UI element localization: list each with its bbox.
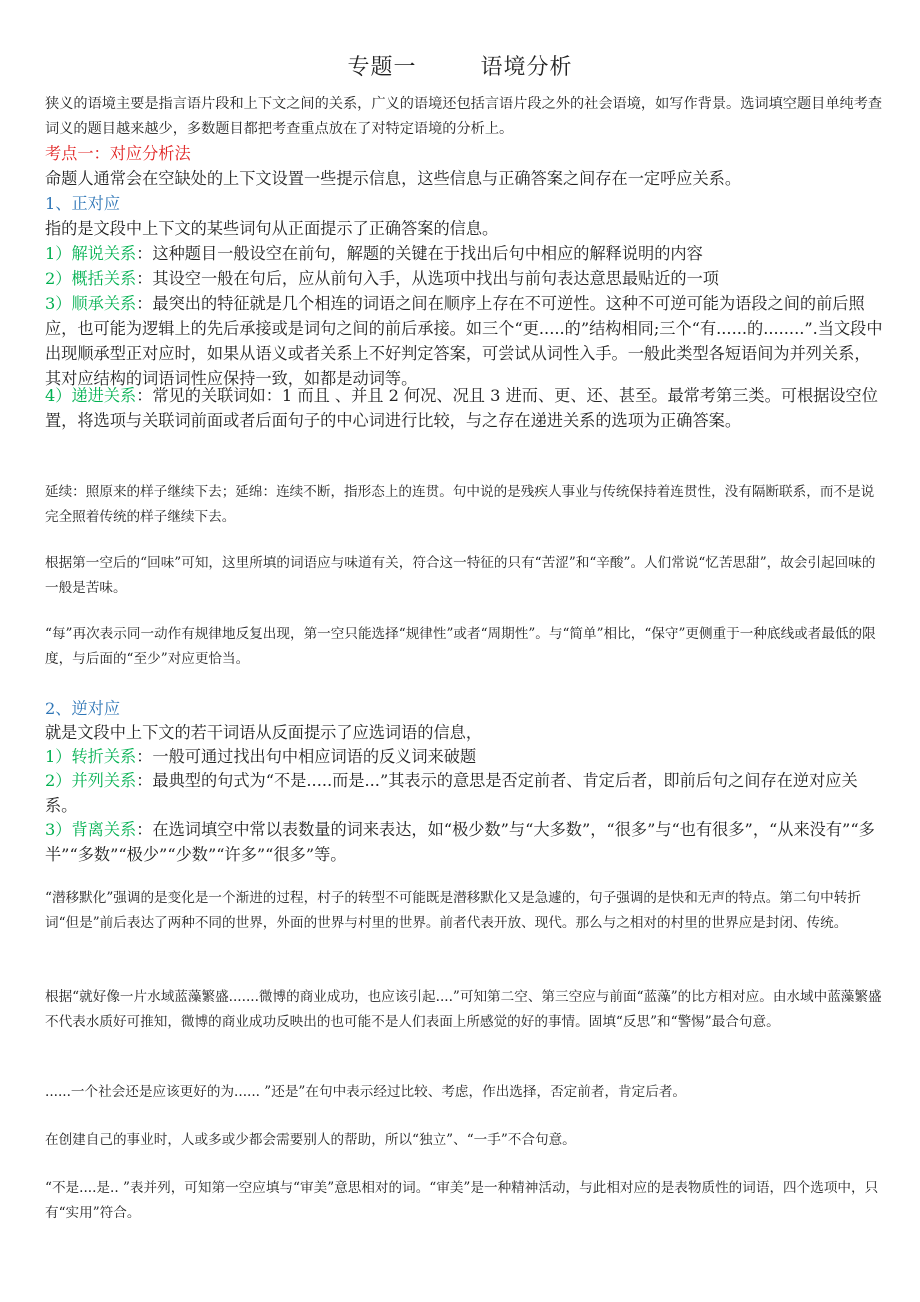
- item-label: 2）概括关系: [45, 269, 137, 288]
- item-text: ：常见的关联词如：1 而且 、并且 2 何况、况且 3 进而、更、还、甚至。最常考第三类。可根据设空位置，将选项与关联词前面或者后面句子的中心词进行比较，与之存在递进关系的选项为正确答案。: [45, 386, 878, 430]
- item-text: ：最典型的句式为“不是.....而是...”其表示的意思是否定前者、肯定后者，即前后句之间存在逆对应关系。: [45, 771, 858, 815]
- item-label: 3）背离关系: [45, 820, 137, 839]
- item-text: ：这种题目一般设空在前句，解题的关键在于找出后句中相应的解释说明的内容: [136, 244, 703, 263]
- item-label: 2）并列关系: [45, 771, 137, 790]
- doc-title: 专题一 语境分析: [347, 55, 573, 80]
- item-label: 1）转折关系: [45, 747, 137, 766]
- sec2-item: [45, 744, 885, 769]
- sec2-note: ......一个社会还是应该更好的为...... ”还是”在句中表示经过比较、考虑，作出选择，否定前者，肯定后者。: [45, 1084, 687, 1100]
- sec2-heading: 2、逆对应: [45, 699, 121, 718]
- kaodian1-desc: 命题人通常会在空缺处的上下文设置一些提示信息，这些信息与正确答案之间存在一定呼应关系。: [45, 169, 742, 188]
- sec2-desc: 就是文段中上下文的若干词语从反面提示了应选词语的信息，: [45, 723, 483, 742]
- sec1-heading: 1、正对应: [45, 194, 121, 213]
- item-label: 1）解说关系: [45, 244, 137, 263]
- item-text: ：其设空一般在句后，应从前句入手，从选项中找出与前句表达意思最贴近的一项: [136, 269, 719, 288]
- sec2-note: “潜移默化”强调的是变化是一个渐进的过程，村子的转型不可能既是潜移默化又是急遽的，句子强调的是快和无声的特点。第二句中转折词“但是”前后表达了两种不同的世界，外面的世界与村里的世界。前者代表开放、现代。那么与之相对的村里的世界应是封闭、传统。: [45, 890, 861, 931]
- sec1-item: [45, 291, 885, 391]
- sec2-note: 根据“就好像一片水域蓝藻繁盛.......微博的商业成功，也应该引起....”可知第二空、第三空应与前面“蓝藻”的比方相对应。由水域中蓝藻繁盛不代表水质好可推知，微博的商业成功反映出的也可能不是人们表面上所感觉的好的事情。固填“反思”和“警惕”最合句意。: [45, 989, 882, 1030]
- sec1-item: [45, 266, 885, 291]
- sec1-item: [45, 241, 885, 266]
- sec2-note: “不是....是.. ”表并列，可知第一空应填与“审美”意思相对的词。“审美”是一种精神活动，与此相对应的是表物质性的词语，四个选项中，只有“实用”符合。: [45, 1180, 879, 1221]
- intro-paragraph: 狭义的语境主要是指言语片段和上下文之间的关系，广义的语境还包括言语片段之外的社会语境，如写作背景。选词填空题目单纯考查词义的题目越来越少，多数题目都把考查重点放在了对特定语境的分析上。: [45, 96, 883, 137]
- sec1-note: 根据第一空后的“回味”可知，这里所填的词语应与味道有关，符合这一特征的只有“苦涩”和“辛酸”。人们常说“忆苦思甜”，故会引起回味的一般是苦味。: [45, 555, 876, 596]
- sec1-desc: 指的是文段中上下文的某些词句从正面提示了正确答案的信息。: [45, 219, 499, 238]
- item-text: ：最突出的特征就是几个相连的词语之间在顺序上存在不可逆性。这种不可逆可能为语段之间的前后照应，也可能为逻辑上的先后承接或是词句之间的前后承接。如三个“更.....的”结构相同;三个“有......的........”.当文段中出现顺承型正对应时，如果从语义或者关系上不好判定答案，可尝试从词性入手。一般此类型各短语间为并列关系，其对应结构的词语词性应保持一致，如都是动词等。: [45, 294, 883, 388]
- sec1-note: 延续：照原来的样子继续下去；延绵：连续不断，指形态上的连贯。句中说的是残疾人事业与传统保持着连贯性，没有隔断联系，而不是说完全照着传统的样子继续下去。: [45, 484, 875, 525]
- item-text: ：在选词填空中常以表数量的词来表达，如“极少数”与“大多数”，“很多”与“也有很多”，“从来没有”“多半”“多数”“极少”“少数”“许多”“很多”等。: [45, 820, 875, 864]
- item-label: 4）递进关系: [45, 386, 137, 405]
- kaodian1-heading: 考点一：对应分析法: [45, 144, 191, 163]
- sec2-item: [45, 768, 885, 818]
- sec1-item: [45, 383, 885, 433]
- sec1-note: “每”再次表示同一动作有规律地反复出现，第一空只能选择“规律性”或者“周期性”。与“简单”相比，“保守”更侧重于一种底线或者最低的限度，与后面的“至少”对应更恰当。: [45, 626, 876, 667]
- item-text: ：一般可通过找出句中相应词语的反义词来破题: [136, 747, 477, 766]
- item-label: 3）顺承关系: [45, 294, 137, 313]
- sec2-item: [45, 817, 885, 867]
- sec2-note: 在创建自己的事业时，人或多或少都会需要别人的帮助，所以“独立”、“一手”不合句意。: [45, 1132, 576, 1148]
